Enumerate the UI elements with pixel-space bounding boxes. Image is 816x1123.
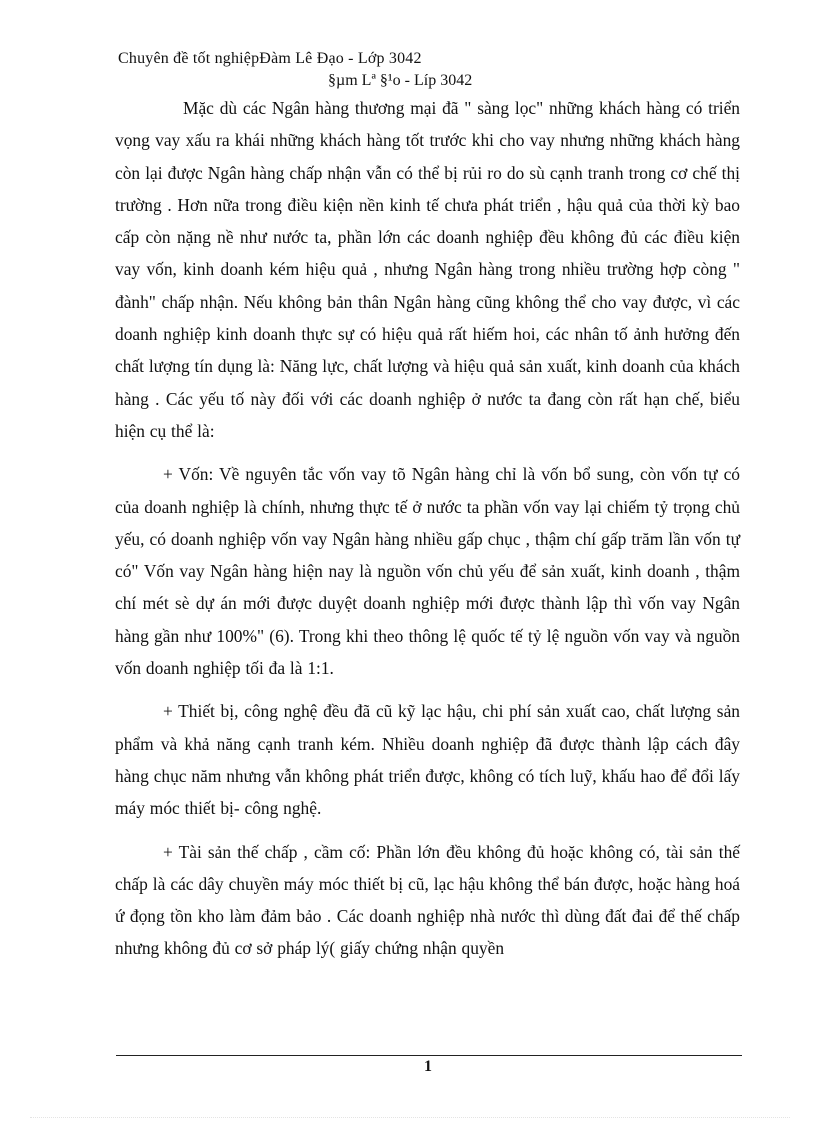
paragraph-capital: + Vốn: Về nguyên tắc vốn vay tõ Ngân hàng chỉ là vốn bổ sung, còn vốn tự có của doanh nghiệp là chính, nhưng thực tế ở nước ta phần vốn vay lại chiếm tỷ trọng chủ yếu, có doanh nghiệp vốn vay Ngân hàng nhiều gấp chục , thậm chí gấp trăm lần vốn tự có" Vốn vay Ngân hàng hiện nay là nguồn vốn chủ yếu để sản xuất, kinh doanh , thậm chí mét sè dự án mới được duyệt doanh nghiệp mới được thành lập thì vốn vay Ngân hàng gần như 100%" (6). Trong khi theo thông lệ quốc tế tỷ lệ nguồn vốn vay và nguồn vốn doanh nghiệp tối đa là 1:1. — [115, 464, 740, 679]
running-header-encoded: §µm Lª §¹o - Líp 3042 — [328, 72, 473, 89]
footer-divider — [116, 1055, 742, 1056]
document-body — [115, 92, 740, 965]
paragraph-equipment: + Thiết bị, công nghệ đều đã cũ kỹ lạc hậu, chi phí sản xuất cao, chất lượng sản phẩm và khả năng cạnh tranh kém. Nhiều doanh nghiệp đã được thành lập cách đây hàng chục năm nhưng vẫn không phát triển được, không có tích luỹ, khấu hao để đổi lấy máy móc thiết bị- công nghệ. — [115, 701, 740, 819]
paragraph-collateral: + Tài sản thế chấp , cầm cố: Phần lớn đều không đủ hoặc không có, tài sản thế chấp là các dây chuyền máy móc thiết bị cũ, lạc hậu không thể bán được, hoặc hàng hoá ứ đọng tồn kho làm đảm bảo . Các doanh nghiệp nhà nước thì dùng đất đai để thế chấp nhưng không đủ cơ sở pháp lý( giấy chứng nhận quyền — [115, 841, 740, 959]
page-edge-divider — [30, 1117, 790, 1118]
paragraph-intro: Mặc dù các Ngân hàng thương mại đã " sàng lọc" những khách hàng có triển vọng vay xấu ra khái những khách hàng tốt trước khi cho vay nhưng những khách hàng còn lại được Ngân hàng chấp nhận vẫn có thể bị rủi ro do sù cạnh tranh trong cơ chế thị trường . Hơn nữa trong điều kiện nền kinh tế chưa phát triển , hậu quả của thời kỳ bao cấp còn nặng nề như nước ta, phần lớn các doanh nghiệp đều không đủ các điều kiện vay vốn, kinh doanh kém hiệu quả , nhưng Ngân hàng trong nhiều trường hợp còng " đành" chấp nhận. Nếu không bản thân Ngân hàng cũng không thể cho vay được, vì các doanh nghiệp kinh doanh thực sự có hiệu quả rất hiếm hoi, các nhân tố ảnh hưởng đến chất lượng tín dụng là: Năng lực, chất lượng và hiệu quả sản xuất, kinh doanh của khách hàng . Các yếu tố này đối với các doanh nghiệp ở nước ta đang còn rất hạn chế, biểu hiện cụ thể là: — [115, 98, 740, 441]
page-number: 1 — [424, 1058, 432, 1075]
running-header-title: Chuyên đề tốt nghiệpĐàm Lê Đạo - Lớp 3042 — [118, 50, 422, 67]
